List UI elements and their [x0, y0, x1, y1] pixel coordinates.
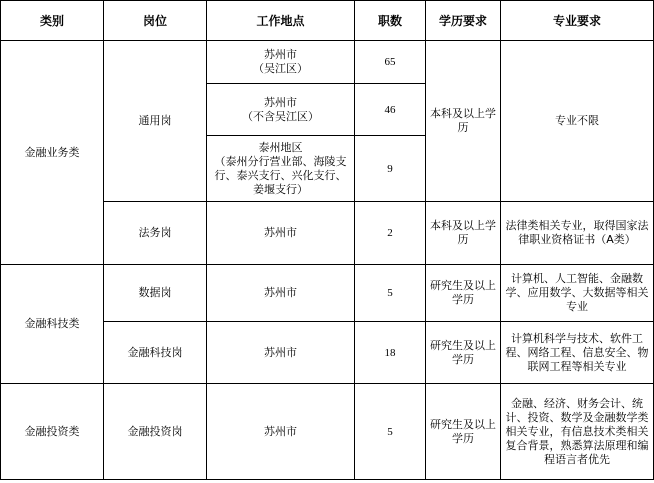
header-location: 工作地点	[207, 1, 355, 41]
count-cell: 9	[355, 136, 426, 202]
header-major: 专业要求	[501, 1, 654, 41]
count-cell: 5	[355, 265, 426, 322]
table-row	[1, 384, 654, 480]
major-cell: 计算机科学与技术、软件工程、网络工程、信息安全、物联网工程等相关专业	[501, 322, 654, 384]
table-row	[1, 265, 654, 322]
position-cell: 通用岗	[104, 41, 207, 202]
position-cell: 数据岗	[104, 265, 207, 322]
header-education: 学历要求	[426, 1, 501, 41]
count-cell: 18	[355, 322, 426, 384]
location-cell	[207, 84, 355, 136]
major-cell: 计算机、人工智能、金融数学、应用数学、大数据等相关专业	[501, 265, 654, 322]
location-line: 苏州市	[264, 95, 297, 109]
header-position: 岗位	[104, 1, 207, 41]
location-cell	[207, 41, 355, 84]
count-cell: 65	[355, 41, 426, 84]
education-cell: 研究生及以上学历	[426, 265, 501, 322]
major-cell: 专业不限	[501, 41, 654, 202]
education-cell: 研究生及以上学历	[426, 384, 501, 480]
location-line: 苏州市	[264, 48, 297, 61]
count-cell: 46	[355, 84, 426, 136]
header-category: 类别	[1, 1, 104, 41]
position-cell: 金融科技岗	[104, 322, 207, 384]
major-cell: 金融、经济、财务会计、统计、投资、数学及金融数学类相关专业，有信息技术类相关复合背景，熟悉算法原理和编程语言者优先	[501, 384, 654, 480]
education-cell: 研究生及以上学历	[426, 322, 501, 384]
location-line: （泰州分行营业部、海陵支行、泰兴支行、兴化支行、姜堰支行）	[214, 154, 347, 196]
category-cell: 金融科技类	[1, 265, 104, 384]
category-cell: 金融投资类	[1, 384, 104, 480]
location-cell	[207, 136, 355, 202]
position-cell: 法务岗	[104, 202, 207, 265]
count-cell: 2	[355, 202, 426, 265]
location-line: 泰州地区	[258, 140, 303, 154]
header-count: 职数	[355, 1, 426, 41]
location-line: （不含吴江区）	[242, 109, 319, 123]
category-cell: 金融业务类	[1, 41, 104, 265]
table-row	[1, 41, 654, 84]
location-cell: 苏州市	[207, 322, 355, 384]
location-cell: 苏州市	[207, 265, 355, 322]
count-cell: 5	[355, 384, 426, 480]
location-cell: 苏州市	[207, 202, 355, 265]
major-cell: 法律类相关专业，取得国家法律职业资格证书（A类）	[501, 202, 654, 265]
position-cell: 金融投资岗	[104, 384, 207, 480]
location-line: （吴江区）	[253, 62, 308, 75]
location-cell: 苏州市	[207, 384, 355, 480]
education-cell: 本科及以上学历	[426, 202, 501, 265]
education-cell: 本科及以上学历	[426, 41, 501, 202]
header-row	[1, 1, 654, 41]
